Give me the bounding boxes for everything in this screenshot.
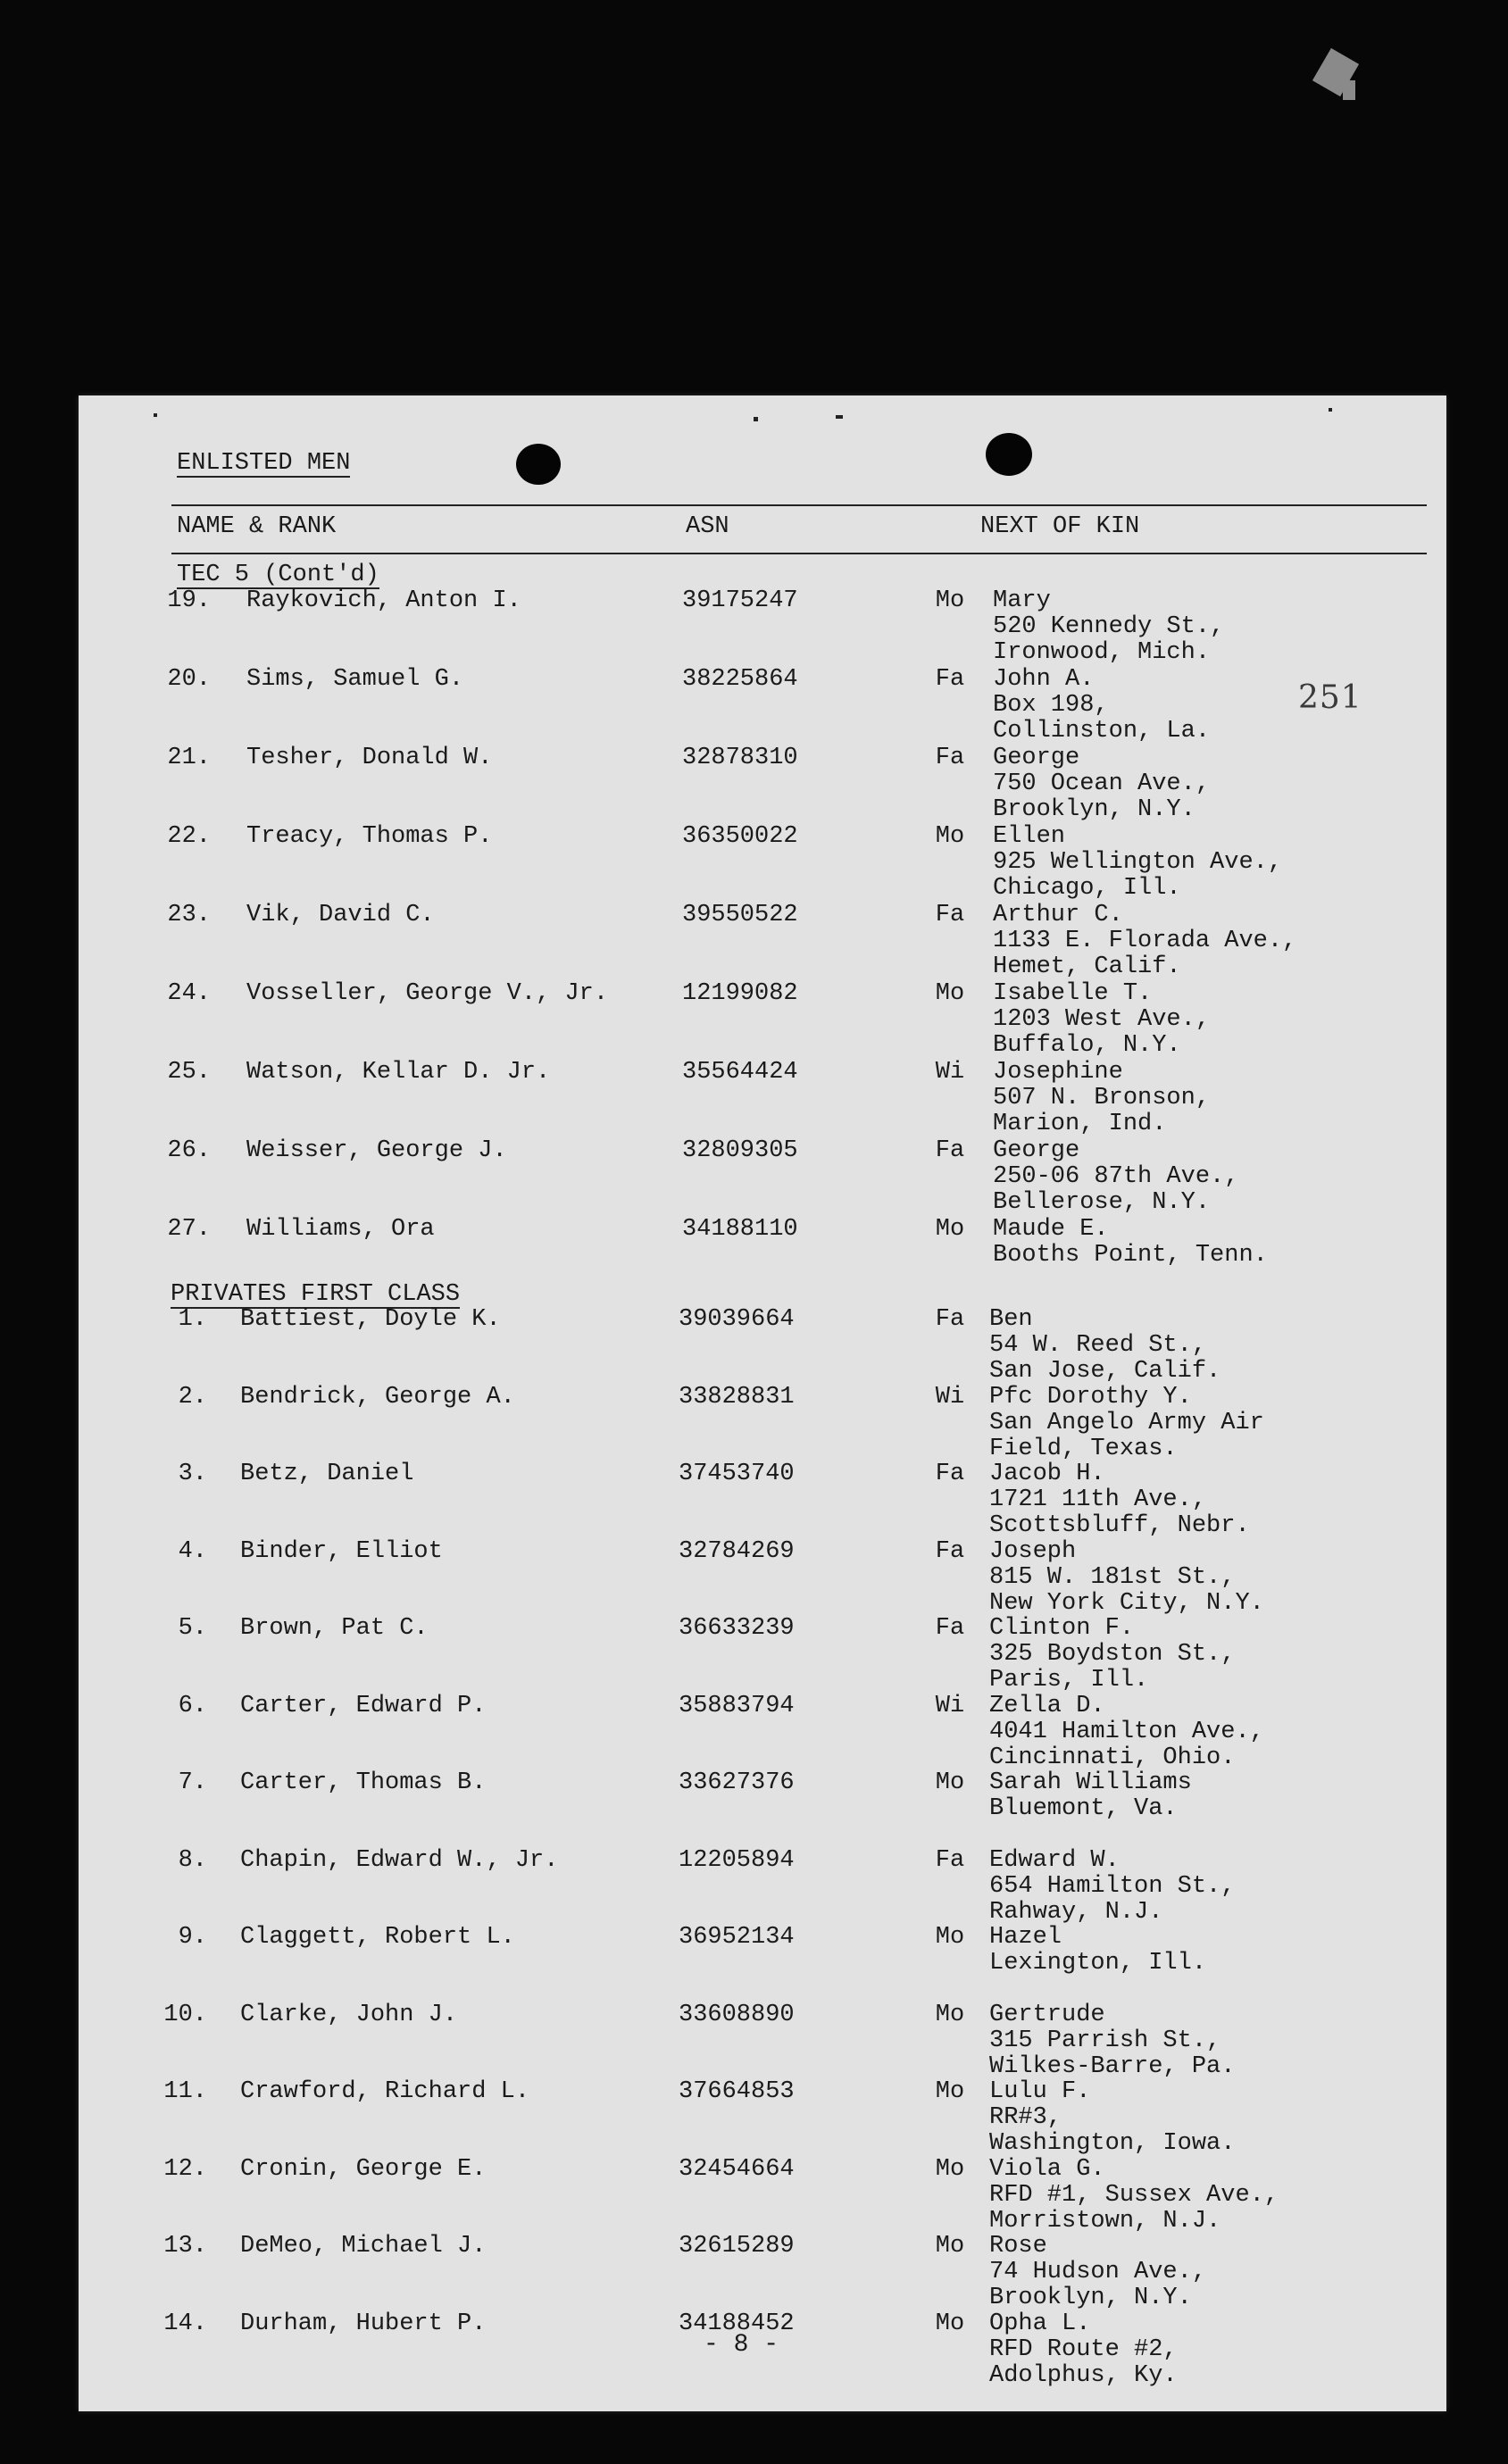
entry-asn: 33828831 xyxy=(679,1383,795,1411)
kin-line: Wilkes-Barre, Pa. xyxy=(989,2052,1236,2080)
kin-line: RR#3, xyxy=(989,2104,1062,2131)
entry-next-of-kin xyxy=(989,2234,1206,2311)
entry-asn: 34188452 xyxy=(679,2310,795,2337)
kin-line: 1133 E. Florada Ave., xyxy=(993,928,1297,954)
entry-name-rank: Vik, David C. xyxy=(246,902,435,928)
entry-name-rank: Brown, Pat C. xyxy=(240,1615,429,1642)
kin-line: Buffalo, N.Y. xyxy=(993,1032,1181,1059)
entry-relationship: Mo xyxy=(935,823,965,850)
kin-line: 654 Hamilton St., xyxy=(989,1872,1236,1900)
entry-name-rank: Raykovich, Anton I. xyxy=(246,587,521,614)
document-page xyxy=(79,395,1446,2411)
entry-relationship: Fa xyxy=(935,1615,965,1642)
personnel-entry xyxy=(79,824,1446,903)
entry-asn: 39175247 xyxy=(682,587,798,614)
speck xyxy=(754,417,758,421)
entry-next-of-kin xyxy=(993,903,1296,980)
kin-line: Hemet, Calif. xyxy=(993,953,1181,980)
entry-name-rank: Carter, Edward P. xyxy=(240,1692,487,1719)
entry-number: 10. xyxy=(163,2001,207,2028)
kin-line: Marion, Ind. xyxy=(993,1111,1167,1137)
entry-next-of-kin xyxy=(993,1060,1210,1137)
entry-number: 9. xyxy=(178,1924,207,1951)
column-header-kin: NEXT OF KIN xyxy=(980,513,1140,540)
entry-relationship: Mo xyxy=(935,2310,965,2337)
entry-name-rank: Cronin, George E. xyxy=(240,2155,487,2183)
entry-number: 1. xyxy=(178,1306,207,1333)
entry-number: 19. xyxy=(167,587,211,614)
header-rule-top xyxy=(171,504,1427,506)
entry-asn: 36952134 xyxy=(679,1924,795,1951)
punch-hole xyxy=(516,444,561,485)
entry-number: 11. xyxy=(163,2078,207,2105)
entry-number: 22. xyxy=(167,823,211,850)
kin-line: Clinton F. xyxy=(989,1615,1135,1642)
kin-line: Scottsbluff, Nebr. xyxy=(989,1512,1250,1539)
kin-line: Pfc Dorothy Y. xyxy=(989,1383,1192,1411)
entry-name-rank: Carter, Thomas B. xyxy=(240,1769,487,1796)
entry-next-of-kin xyxy=(993,667,1210,745)
kin-line: Rahway, N.J. xyxy=(989,1898,1163,1926)
kin-line: George xyxy=(993,745,1080,771)
kin-line: Isabelle T. xyxy=(993,980,1153,1007)
personnel-entry xyxy=(79,903,1446,981)
entry-number: 6. xyxy=(178,1692,207,1719)
entry-asn: 34188110 xyxy=(682,1216,798,1243)
entry-relationship: Mo xyxy=(935,2155,965,2183)
personnel-entry xyxy=(79,1694,1446,1772)
kin-line: 250-06 87th Ave., xyxy=(993,1163,1239,1190)
personnel-entry xyxy=(79,1138,1446,1217)
entry-name-rank: Chapin, Edward W., Jr. xyxy=(240,1846,559,1874)
punch-hole xyxy=(986,433,1032,476)
kin-line: Arthur C. xyxy=(993,902,1123,928)
entry-number: 13. xyxy=(163,2233,207,2260)
entry-relationship: Wi xyxy=(935,1692,965,1719)
entry-number: 27. xyxy=(167,1216,211,1243)
kin-line: Ellen xyxy=(993,823,1066,850)
kin-line: Collinston, La. xyxy=(993,718,1211,745)
entry-name-rank: Treacy, Thomas P. xyxy=(246,823,493,850)
entry-number: 7. xyxy=(178,1769,207,1796)
personnel-entry xyxy=(79,588,1446,667)
kin-line: Gertrude xyxy=(989,2001,1105,2028)
entry-relationship: Fa xyxy=(935,1537,965,1565)
kin-line: 750 Ocean Ave., xyxy=(993,770,1211,797)
entry-asn: 32784269 xyxy=(679,1537,795,1565)
kin-line: Maude E. xyxy=(993,1216,1109,1243)
kin-line: Morristown, N.J. xyxy=(989,2207,1221,2235)
entry-name-rank: Sims, Samuel G. xyxy=(246,666,464,693)
kin-line: Paris, Ill. xyxy=(989,1667,1149,1694)
kin-line: Chicago, Ill. xyxy=(993,875,1181,902)
entry-next-of-kin xyxy=(993,588,1224,666)
entry-asn: 36633239 xyxy=(679,1615,795,1642)
entry-asn: 32809305 xyxy=(682,1137,798,1164)
kin-line: Opha L. xyxy=(989,2310,1091,2337)
kin-line: Box 198, xyxy=(993,692,1109,719)
personnel-entry xyxy=(79,2002,1446,2081)
entry-relationship: Fa xyxy=(935,666,965,693)
personnel-entry xyxy=(79,981,1446,1060)
kin-line: Edward W. xyxy=(989,1846,1120,1874)
entry-number: 5. xyxy=(178,1615,207,1642)
kin-line: 74 Hudson Ave., xyxy=(989,2259,1207,2285)
kin-line: Joseph xyxy=(989,1537,1077,1565)
kin-line: 815 W. 181st St., xyxy=(989,1563,1236,1591)
kin-line: Washington, Iowa. xyxy=(989,2130,1236,2157)
personnel-entry xyxy=(79,1539,1446,1618)
kin-line: 1203 West Ave., xyxy=(993,1006,1211,1033)
entry-next-of-kin xyxy=(989,1461,1250,1539)
entry-name-rank: Claggett, Robert L. xyxy=(240,1924,515,1951)
entry-asn: 36350022 xyxy=(682,823,798,850)
kin-line: Sarah Williams xyxy=(989,1769,1192,1796)
kin-line: San Angelo Army Air xyxy=(989,1409,1264,1436)
entry-name-rank: Weisser, George J. xyxy=(246,1137,507,1164)
film-scratch xyxy=(1343,80,1355,100)
personnel-entry xyxy=(79,745,1446,824)
column-header-asn: ASN xyxy=(686,513,729,540)
personnel-entry xyxy=(79,1461,1446,1540)
kin-line: 520 Kennedy St., xyxy=(993,613,1225,640)
header-rule-bottom xyxy=(171,553,1427,554)
entry-next-of-kin xyxy=(989,1616,1235,1694)
section-title: PRIVATES FIRST CLASS xyxy=(171,1281,461,1308)
entry-number: 3. xyxy=(178,1461,207,1487)
entry-asn: 32454664 xyxy=(679,2155,795,2183)
personnel-entry xyxy=(79,1385,1446,1463)
document-title: ENLISTED MEN xyxy=(177,450,351,477)
kin-line: Ironwood, Mich. xyxy=(993,639,1211,666)
entry-number: 12. xyxy=(163,2155,207,2183)
entry-number: 25. xyxy=(167,1059,211,1086)
kin-line: Josephine xyxy=(993,1059,1123,1086)
entry-next-of-kin xyxy=(993,1217,1268,1269)
kin-line: 325 Boydston St., xyxy=(989,1641,1236,1668)
entry-asn: 35883794 xyxy=(679,1692,795,1719)
entry-name-rank: Bendrick, George A. xyxy=(240,1383,515,1411)
entry-number: 24. xyxy=(167,980,211,1007)
entry-next-of-kin xyxy=(989,2311,1178,2389)
page-number: - 8 - xyxy=(704,2331,779,2359)
personnel-entry xyxy=(79,1770,1446,1849)
entry-next-of-kin xyxy=(989,1307,1221,1385)
entry-asn: 33608890 xyxy=(679,2001,795,2028)
entry-asn: 35564424 xyxy=(682,1059,798,1086)
kin-line: Brooklyn, N.Y. xyxy=(989,2285,1192,2311)
entry-asn: 37453740 xyxy=(679,1461,795,1487)
kin-line: Booths Point, Tenn. xyxy=(993,1242,1268,1269)
kin-line: 54 W. Reed St., xyxy=(989,1332,1207,1359)
kin-line: New York City, N.Y. xyxy=(989,1589,1264,1617)
entry-number: 4. xyxy=(178,1537,207,1565)
entry-next-of-kin xyxy=(993,981,1210,1059)
entry-name-rank: Betz, Daniel xyxy=(240,1461,414,1487)
entry-relationship: Mo xyxy=(935,2233,965,2260)
entry-relationship: Wi xyxy=(935,1383,965,1411)
kin-line: John A. xyxy=(993,666,1095,693)
personnel-entry xyxy=(79,1925,1446,2003)
entry-next-of-kin xyxy=(993,1138,1238,1216)
personnel-entry xyxy=(79,1060,1446,1138)
personnel-entry xyxy=(79,2157,1446,2235)
entry-next-of-kin xyxy=(989,2002,1235,2080)
entry-next-of-kin xyxy=(993,824,1282,902)
entry-number: 14. xyxy=(163,2310,207,2337)
entry-next-of-kin xyxy=(993,745,1210,823)
personnel-entry xyxy=(79,2079,1446,2158)
entry-name-rank: Williams, Ora xyxy=(246,1216,435,1243)
entry-next-of-kin xyxy=(989,1385,1264,1462)
entry-relationship: Fa xyxy=(935,902,965,928)
entry-name-rank: DeMeo, Michael J. xyxy=(240,2233,487,2260)
entry-relationship: Mo xyxy=(935,1216,965,1243)
entry-asn: 12205894 xyxy=(679,1846,795,1874)
entry-relationship: Mo xyxy=(935,2001,965,2028)
entry-asn: 33627376 xyxy=(679,1769,795,1796)
entry-name-rank: Binder, Elliot xyxy=(240,1537,443,1565)
entry-next-of-kin xyxy=(989,1848,1235,1926)
kin-line: Viola G. xyxy=(989,2155,1105,2183)
entry-number: 2. xyxy=(178,1383,207,1411)
entry-relationship: Mo xyxy=(935,1924,965,1951)
kin-line: Bluemont, Va. xyxy=(989,1795,1178,1822)
entry-relationship: Fa xyxy=(935,1846,965,1874)
entry-name-rank: Crawford, Richard L. xyxy=(240,2078,530,2105)
kin-line: Cincinnati, Ohio. xyxy=(989,1744,1236,1771)
kin-line: 315 Parrish St., xyxy=(989,2027,1221,2054)
kin-line: Brooklyn, N.Y. xyxy=(993,796,1196,823)
entry-asn: 12199082 xyxy=(682,980,798,1007)
entry-name-rank: Battiest, Doyle K. xyxy=(240,1306,501,1333)
kin-line: Field, Texas. xyxy=(989,1435,1178,1462)
kin-line: RFD #1, Sussex Ave., xyxy=(989,2181,1279,2209)
kin-line: San Jose, Calif. xyxy=(989,1358,1221,1385)
kin-line: Adolphus, Ky. xyxy=(989,2361,1178,2389)
entry-next-of-kin xyxy=(989,1925,1206,1977)
kin-line: RFD Route #2, xyxy=(989,2335,1178,2363)
entry-number: 21. xyxy=(167,745,211,771)
entry-relationship: Fa xyxy=(935,1461,965,1487)
entry-next-of-kin xyxy=(989,2157,1279,2235)
speck xyxy=(1329,408,1332,412)
kin-line: Ben xyxy=(989,1306,1033,1333)
entry-relationship: Wi xyxy=(935,1059,965,1086)
entry-name-rank: Durham, Hubert P. xyxy=(240,2310,487,2337)
personnel-entry xyxy=(79,1848,1446,1927)
entry-relationship: Fa xyxy=(935,745,965,771)
entry-asn: 37664853 xyxy=(679,2078,795,2105)
entry-number: 26. xyxy=(167,1137,211,1164)
kin-line: Lexington, Ill. xyxy=(989,1950,1207,1977)
entry-asn: 38225864 xyxy=(682,666,798,693)
entry-next-of-kin xyxy=(989,1770,1192,1822)
entry-relationship: Fa xyxy=(935,1306,965,1333)
kin-line: Bellerose, N.Y. xyxy=(993,1189,1211,1216)
entry-name-rank: Vosseller, George V., Jr. xyxy=(246,980,609,1007)
entry-asn: 39039664 xyxy=(679,1306,795,1333)
kin-line: 507 N. Bronson, xyxy=(993,1085,1211,1111)
kin-line: 925 Wellington Ave., xyxy=(993,849,1283,876)
margin-page-number: 251 xyxy=(1298,679,1362,716)
entry-next-of-kin xyxy=(989,1694,1264,1771)
entry-relationship: Mo xyxy=(935,1769,965,1796)
entry-relationship: Fa xyxy=(935,1137,965,1164)
entry-relationship: Mo xyxy=(935,980,965,1007)
entry-relationship: Mo xyxy=(935,2078,965,2105)
kin-line: Rose xyxy=(989,2233,1047,2260)
personnel-entry xyxy=(79,1307,1446,1386)
kin-line: Jacob H. xyxy=(989,1461,1105,1487)
entry-asn: 32878310 xyxy=(682,745,798,771)
kin-line: Lulu F. xyxy=(989,2078,1091,2105)
section-title: TEC 5 (Cont'd) xyxy=(177,562,379,588)
personnel-entry xyxy=(79,667,1446,745)
kin-line: 4041 Hamilton Ave., xyxy=(989,1718,1264,1745)
kin-line: Zella D. xyxy=(989,1692,1105,1719)
column-header-name: NAME & RANK xyxy=(177,513,337,540)
kin-line: Mary xyxy=(993,587,1051,614)
speck xyxy=(154,413,157,417)
entry-asn: 32615289 xyxy=(679,2233,795,2260)
entry-name-rank: Watson, Kellar D. Jr. xyxy=(246,1059,551,1086)
entry-number: 23. xyxy=(167,902,211,928)
kin-line: Hazel xyxy=(989,1924,1062,1951)
entry-next-of-kin xyxy=(989,1539,1264,1617)
entry-name-rank: Clarke, John J. xyxy=(240,2001,458,2028)
entry-name-rank: Tesher, Donald W. xyxy=(246,745,493,771)
entry-number: 8. xyxy=(178,1846,207,1874)
entry-next-of-kin xyxy=(989,2079,1235,2157)
kin-line: 1721 11th Ave., xyxy=(989,1486,1207,1513)
speck xyxy=(836,415,843,419)
personnel-entry xyxy=(79,1616,1446,1694)
entry-asn: 39550522 xyxy=(682,902,798,928)
entry-relationship: Mo xyxy=(935,587,965,614)
entry-number: 20. xyxy=(167,666,211,693)
kin-line: George xyxy=(993,1137,1080,1164)
personnel-entry xyxy=(79,2234,1446,2312)
